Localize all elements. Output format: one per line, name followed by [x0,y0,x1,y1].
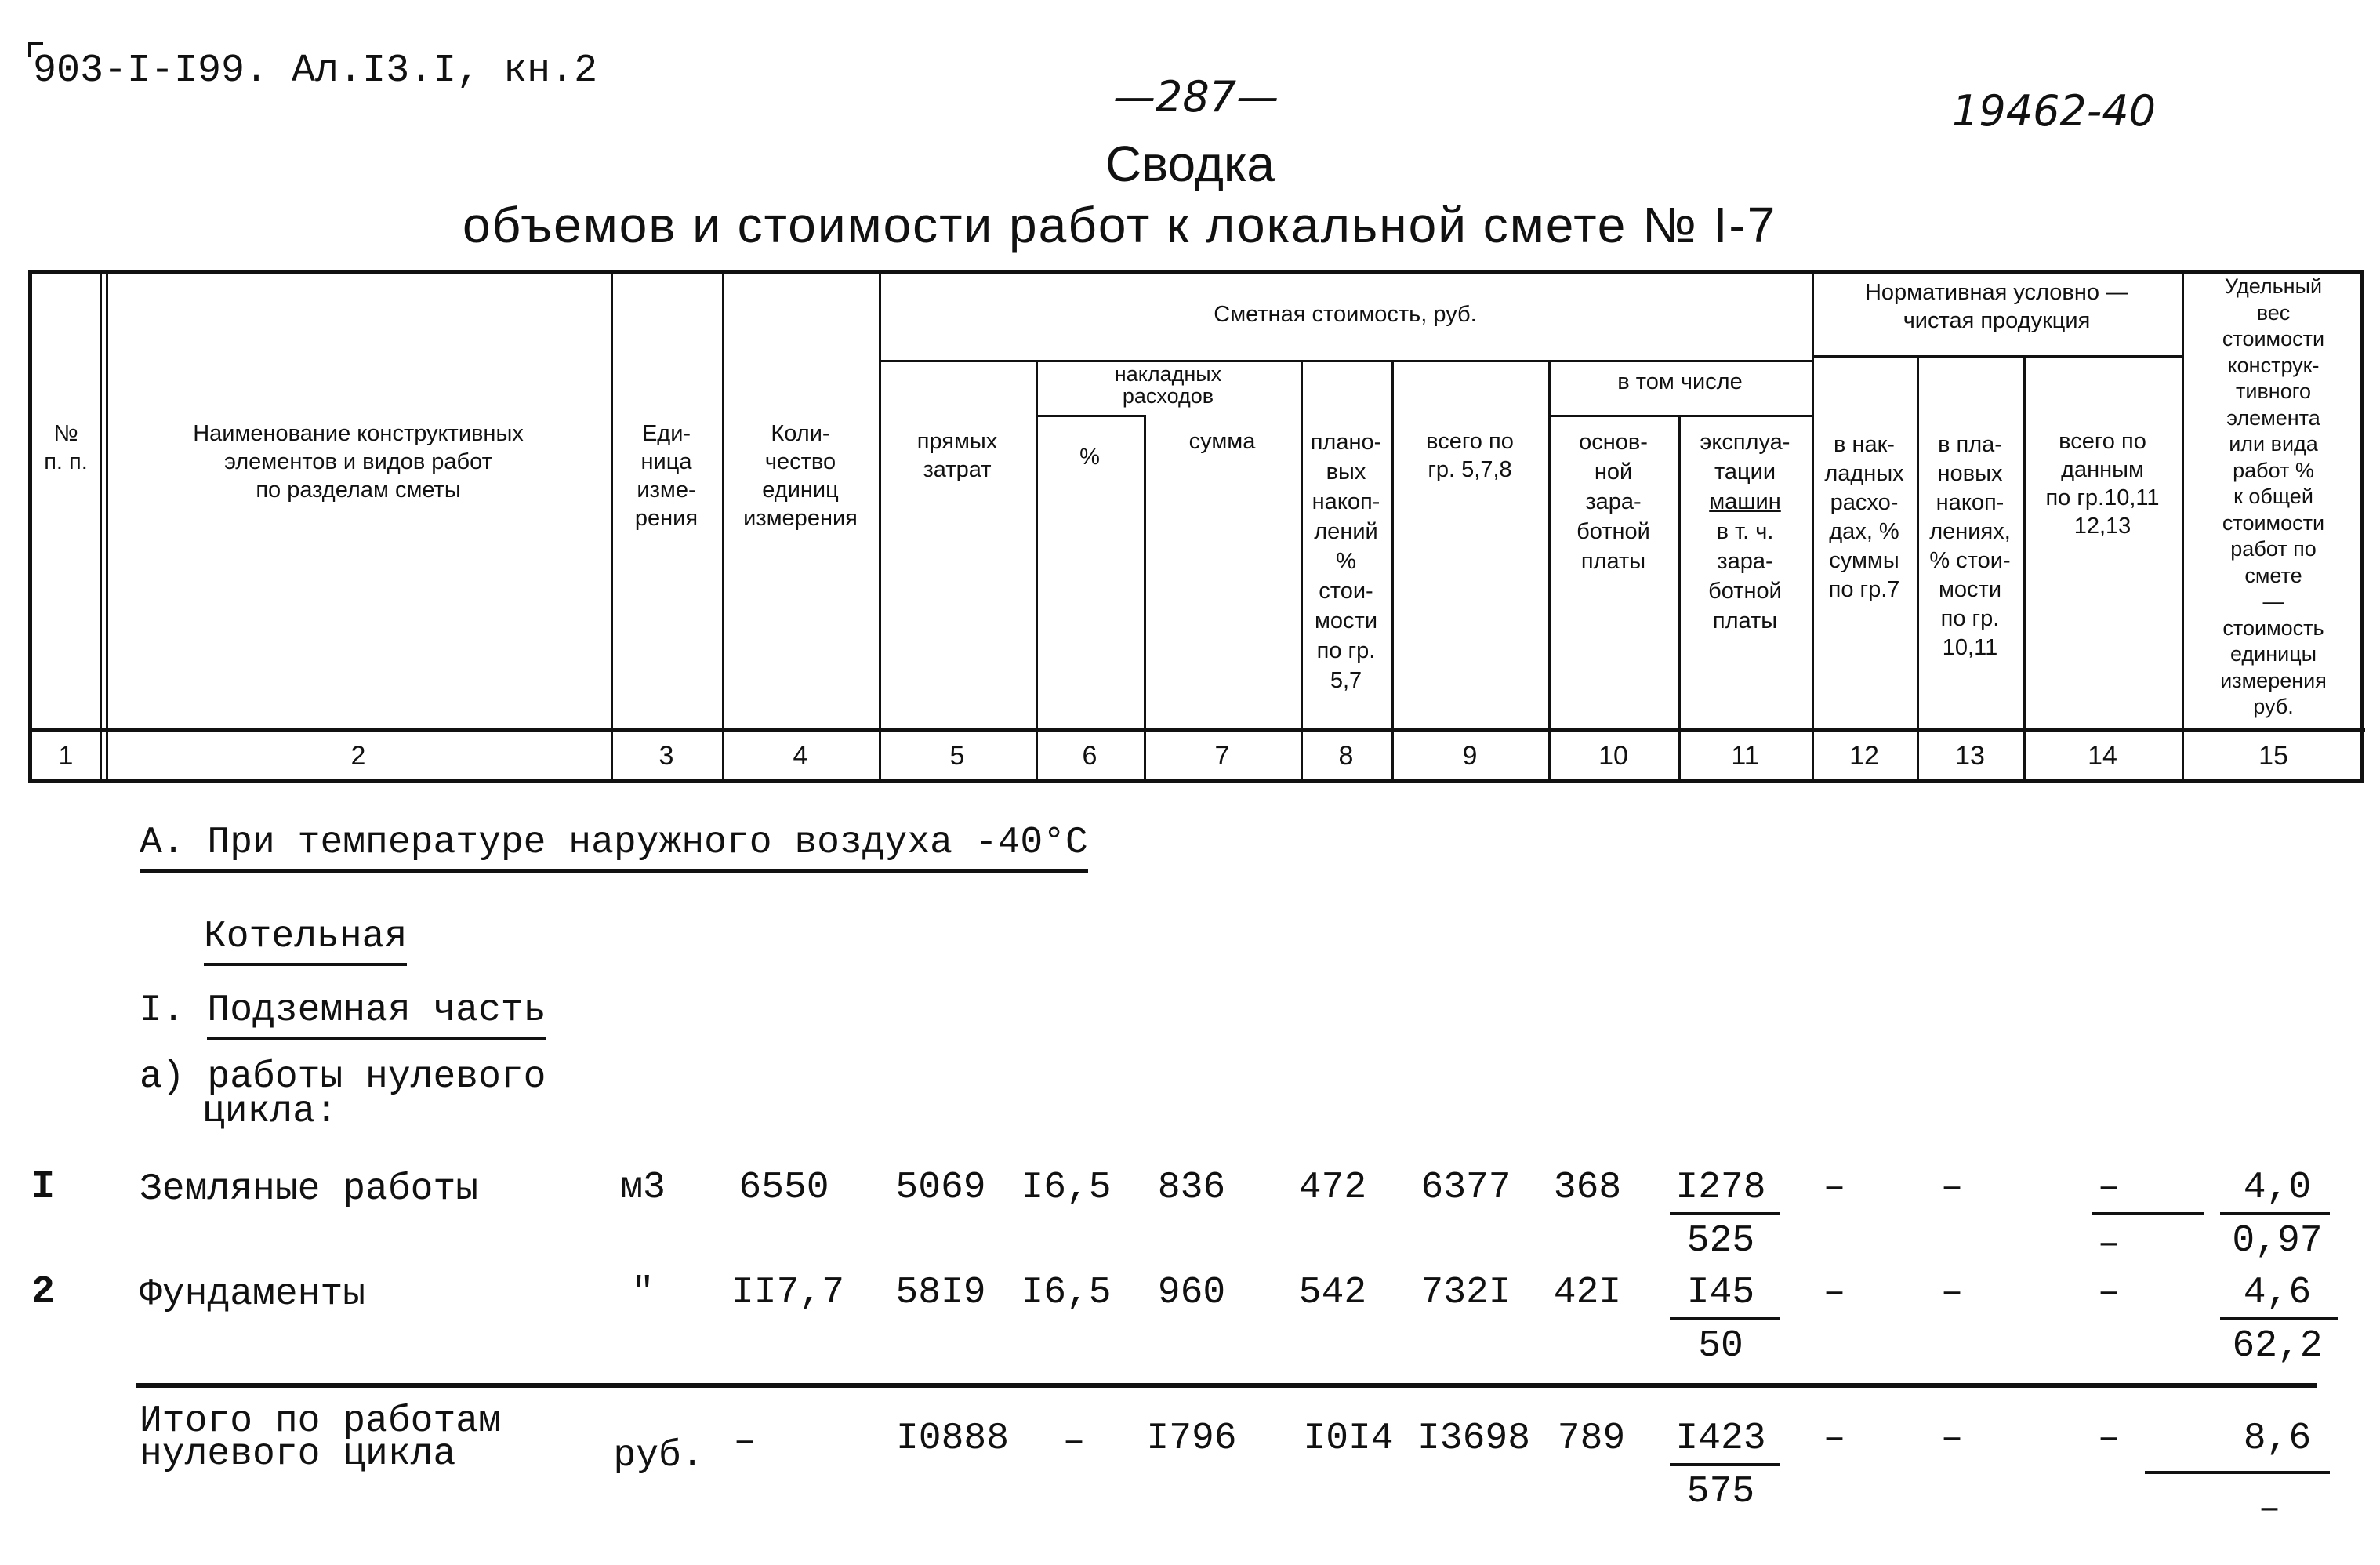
subsection-label: Котельная [204,916,407,966]
header-col-7: сумма [1188,429,1256,454]
row-planned: 472 [1298,1167,1367,1209]
column-number: 7 [1214,741,1230,771]
header-col-8: плано- вых накоп- лений % стои- мости по гр. 5,7 [1310,430,1382,693]
column-number: 3 [658,741,674,771]
grid-line [106,274,108,779]
column-number: 4 [793,741,808,771]
group-heading [140,1056,546,1133]
part-number: I. [140,989,185,1032]
header-col-4: Коли- чество единиц измерения [743,421,858,531]
fraction-line [1670,1463,1780,1466]
header-col-9: всего по гр. 5,7,8 [1426,429,1514,482]
grid-line [32,728,2365,732]
header-group-overhead: накладных расходов [1114,362,1222,408]
total-separator [136,1383,2317,1388]
column-number: 12 [1849,741,1879,771]
column-number: 9 [1462,741,1478,771]
row-machine-wage: 50 [1698,1325,1743,1367]
row-direct: 58I9 [895,1272,986,1314]
total-overhead-pct: – [1062,1421,1086,1463]
total-machine: I423 [1675,1418,1766,1460]
row-col13: – [1940,1167,1964,1209]
header-group-norm: Нормативная условно — чистая продукция [1864,280,2129,333]
grid-line [879,360,1812,362]
total-label [140,1400,501,1476]
total-planned: I0I4 [1303,1418,1394,1460]
row-unit: " [631,1272,655,1314]
row-unit-cost: 0,97 [2232,1220,2323,1262]
row-overhead-sum: 960 [1157,1272,1226,1314]
row-machine: I45 [1686,1272,1755,1314]
row-qty: II7,7 [731,1272,845,1314]
grid-line [1548,415,1812,417]
column-number: 5 [949,741,965,771]
row-name: Земляные работы [140,1168,479,1211]
grid-line [879,274,881,779]
row-col14-lower: – [2097,1223,2121,1265]
total-overhead-sum: I796 [1146,1418,1237,1460]
total-unit-cost: – [2258,1488,2281,1531]
row-total: 732I [1420,1272,1511,1314]
header-col-6: % [1079,445,1100,470]
fraction-line [2220,1317,2338,1320]
grid-line [1036,415,1144,417]
column-number: 2 [350,741,366,771]
grid-line [1036,360,1038,779]
part-label: Подземная часть [207,989,546,1040]
row-wage: 368 [1553,1167,1622,1209]
row-planned: 542 [1298,1272,1367,1314]
column-number: 10 [1598,741,1628,771]
row-overhead-pct: I6,5 [1021,1167,1112,1209]
group-label-line: цикла: [202,1091,338,1133]
row-number: 2 [31,1270,56,1315]
row-direct: 5069 [895,1167,986,1209]
section-a-label: А. При температуре наружного воздуха -40°С [140,822,1088,873]
column-number: 13 [1955,741,1985,771]
fraction-line [2145,1471,2330,1474]
column-number: 8 [1338,741,1354,771]
fraction-line [2220,1212,2330,1215]
row-col13: – [1940,1272,1964,1314]
grid-line [1812,355,2182,358]
subsection-heading [204,916,407,958]
header-col-1: № п. п. [44,421,88,474]
column-number: 1 [58,741,74,771]
corner-mark [28,42,43,57]
total-machine-wage: 575 [1686,1471,1755,1513]
column-number: 15 [2258,741,2288,771]
row-qty: 6550 [738,1167,829,1209]
fraction-line [2092,1212,2204,1215]
row-col12: – [1823,1272,1846,1314]
title-line-1: Сводка [1105,136,1275,192]
row-unit: м3 [620,1167,666,1209]
header-group-incl: в том числе [1617,369,1743,394]
group-label-line: а) работы нулевого [140,1056,546,1098]
header-col-5: прямых затрат [916,429,998,482]
header-group-cost: Сметная стоимость, руб. [1214,302,1477,327]
header-col-2: Наименование конструктивных элементов и видов работ по разделам сметы [193,421,524,503]
total-label-line: нулевого цикла [140,1433,456,1476]
document-number: 19462-40 [1952,86,2156,136]
title-line-2: объемов и стоимости работ к локальной смете № I-7 [463,197,1777,253]
total-label-line: Итого по работам [140,1400,501,1443]
total-direct: I0888 [895,1418,1010,1460]
header-col-12: в нак- ладных расхо- дах, % суммы по гр.7 [1824,432,1904,602]
grid-line [2023,355,2026,779]
column-number: 11 [1731,741,1759,771]
header-col-13: в пла- новых накоп- лениях, % стои- мости по гр. 10,11 [1929,432,2011,660]
grid-line [1391,360,1394,779]
row-overhead-pct: I6,5 [1021,1272,1112,1314]
part-heading [140,989,546,1032]
header-col-11: эксплуа- тации машин в т. ч. зара- ботной платы [1700,430,1790,634]
row-name: Фундаменты [140,1273,366,1316]
fraction-line [1670,1317,1780,1320]
header-col-10: основ- ной зара- ботной платы [1576,430,1650,574]
document-code: 903-I-I99. Ал.I3.I, кн.2 [33,49,597,93]
column-number: 14 [2088,741,2117,771]
row-overhead-sum: 836 [1157,1167,1226,1209]
header-col-14: всего по данным по гр.10,11 12,13 [2045,429,2160,539]
row-col14: – [2097,1272,2121,1314]
row-number: I [31,1165,56,1210]
fraction-line [1670,1212,1780,1215]
column-number: 6 [1082,741,1097,771]
row-unit-cost: 62,2 [2232,1325,2323,1367]
row-col14: – [2097,1167,2121,1209]
row-share: 4,6 [2243,1272,2312,1314]
total-share: 8,6 [2243,1418,2312,1460]
total-col13: – [1940,1418,1964,1460]
row-machine: I278 [1675,1167,1766,1209]
total-qty: – [733,1421,756,1463]
grid-line [1144,415,1146,779]
grid-line [100,274,102,779]
section-heading [140,822,1088,864]
total-col12: – [1823,1418,1846,1460]
total-total: I3698 [1417,1418,1531,1460]
page-number: —287— [1113,72,1279,122]
total-wage: 789 [1557,1418,1626,1460]
header-col-3: Еди- ница изме- рения [634,421,698,531]
row-wage: 42I [1553,1272,1622,1314]
row-machine-wage: 525 [1686,1220,1755,1262]
row-col12: – [1823,1167,1846,1209]
row-share: 4,0 [2243,1167,2312,1209]
total-unit: руб. [613,1435,704,1477]
header-col-15: Удельный вес стоимости конструк- тивного элемента или вида работ % к общей стоимости работ по смете — стоимость единицы измерения руб. [2220,274,2327,718]
total-col14: – [2097,1418,2121,1460]
row-total: 6377 [1420,1167,1511,1209]
header-table [28,270,2364,782]
